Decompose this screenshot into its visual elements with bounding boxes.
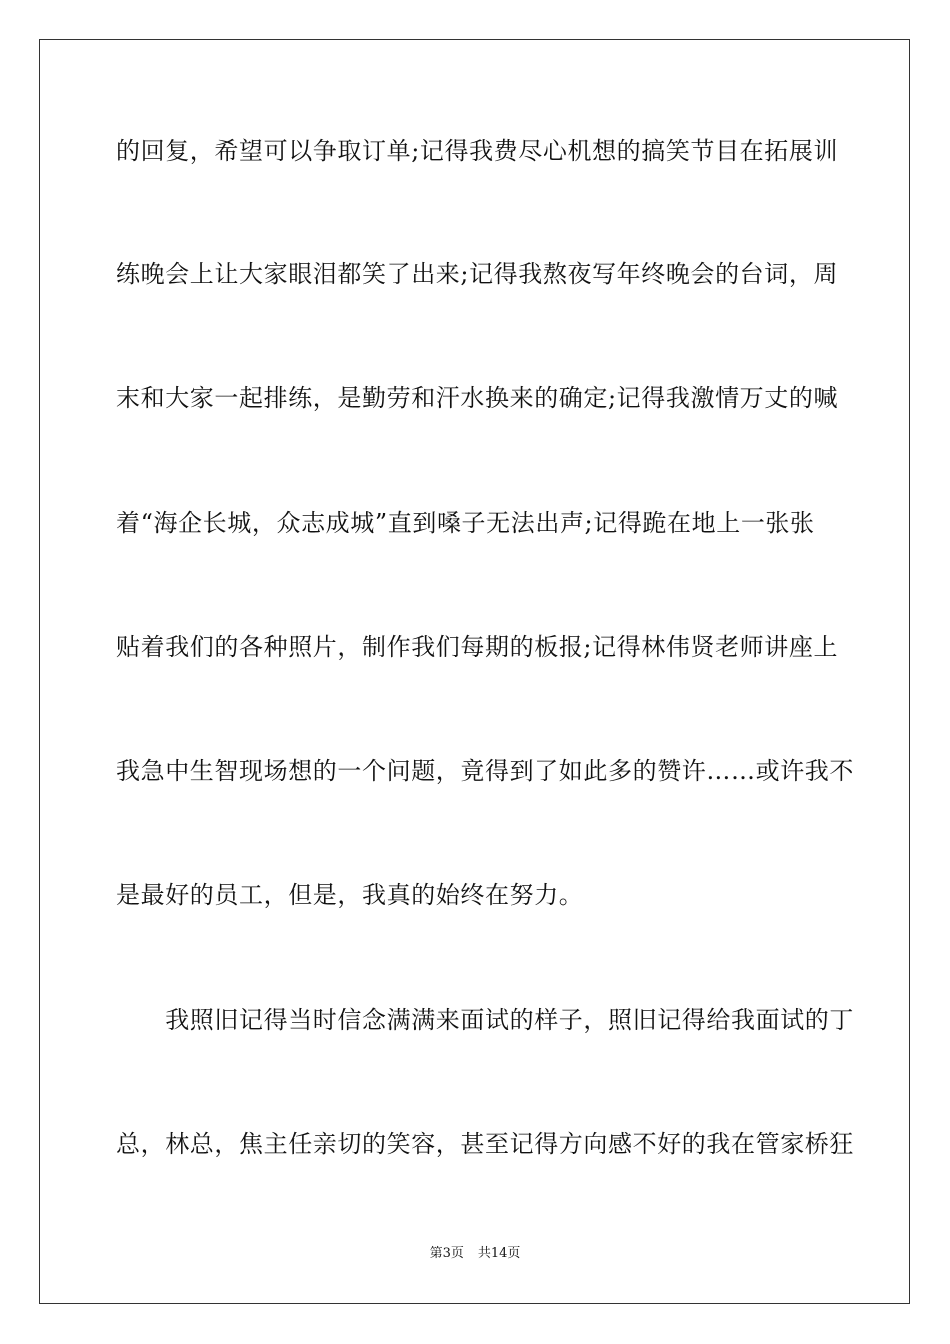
body-text-line: 贴着我们的各种照片，制作我们每期的板报;记得林伟贤老师讲座上 — [116, 633, 839, 661]
body-text-line: 是最好的员工，但是，我真的始终在努力。 — [116, 881, 584, 909]
body-text-line: 我急中生智现场想的一个问题，竟得到了如此多的赞许……或许我不 — [116, 757, 854, 785]
body-text-line: 我照旧记得当时信念满满来面试的样子，照旧记得给我面试的丁 — [116, 1006, 854, 1034]
body-text-line: 末和大家一起排练，是勤劳和汗水换来的确定;记得我激情万丈的喊 — [116, 384, 839, 412]
body-text-line: 总，林总，焦主任亲切的笑容，甚至记得方向感不好的我在管家桥狂 — [116, 1130, 854, 1158]
page-footer — [0, 1246, 950, 1262]
page-border — [39, 39, 910, 1304]
page-number: 第3页 — [429, 1246, 464, 1261]
body-text-line: 练晚会上让大家眼泪都笑了出来;记得我熬夜写年终晚会的台词，周 — [116, 260, 839, 288]
body-text-line: 着“海企长城，众志成城”直到嗓子无法出声;记得跪在地上一张张 — [116, 509, 815, 537]
total-pages: 共14页 — [477, 1246, 521, 1261]
body-text-line: 的回复，希望可以争取订单;记得我费尽心机想的搞笑节目在拓展训 — [116, 137, 839, 165]
